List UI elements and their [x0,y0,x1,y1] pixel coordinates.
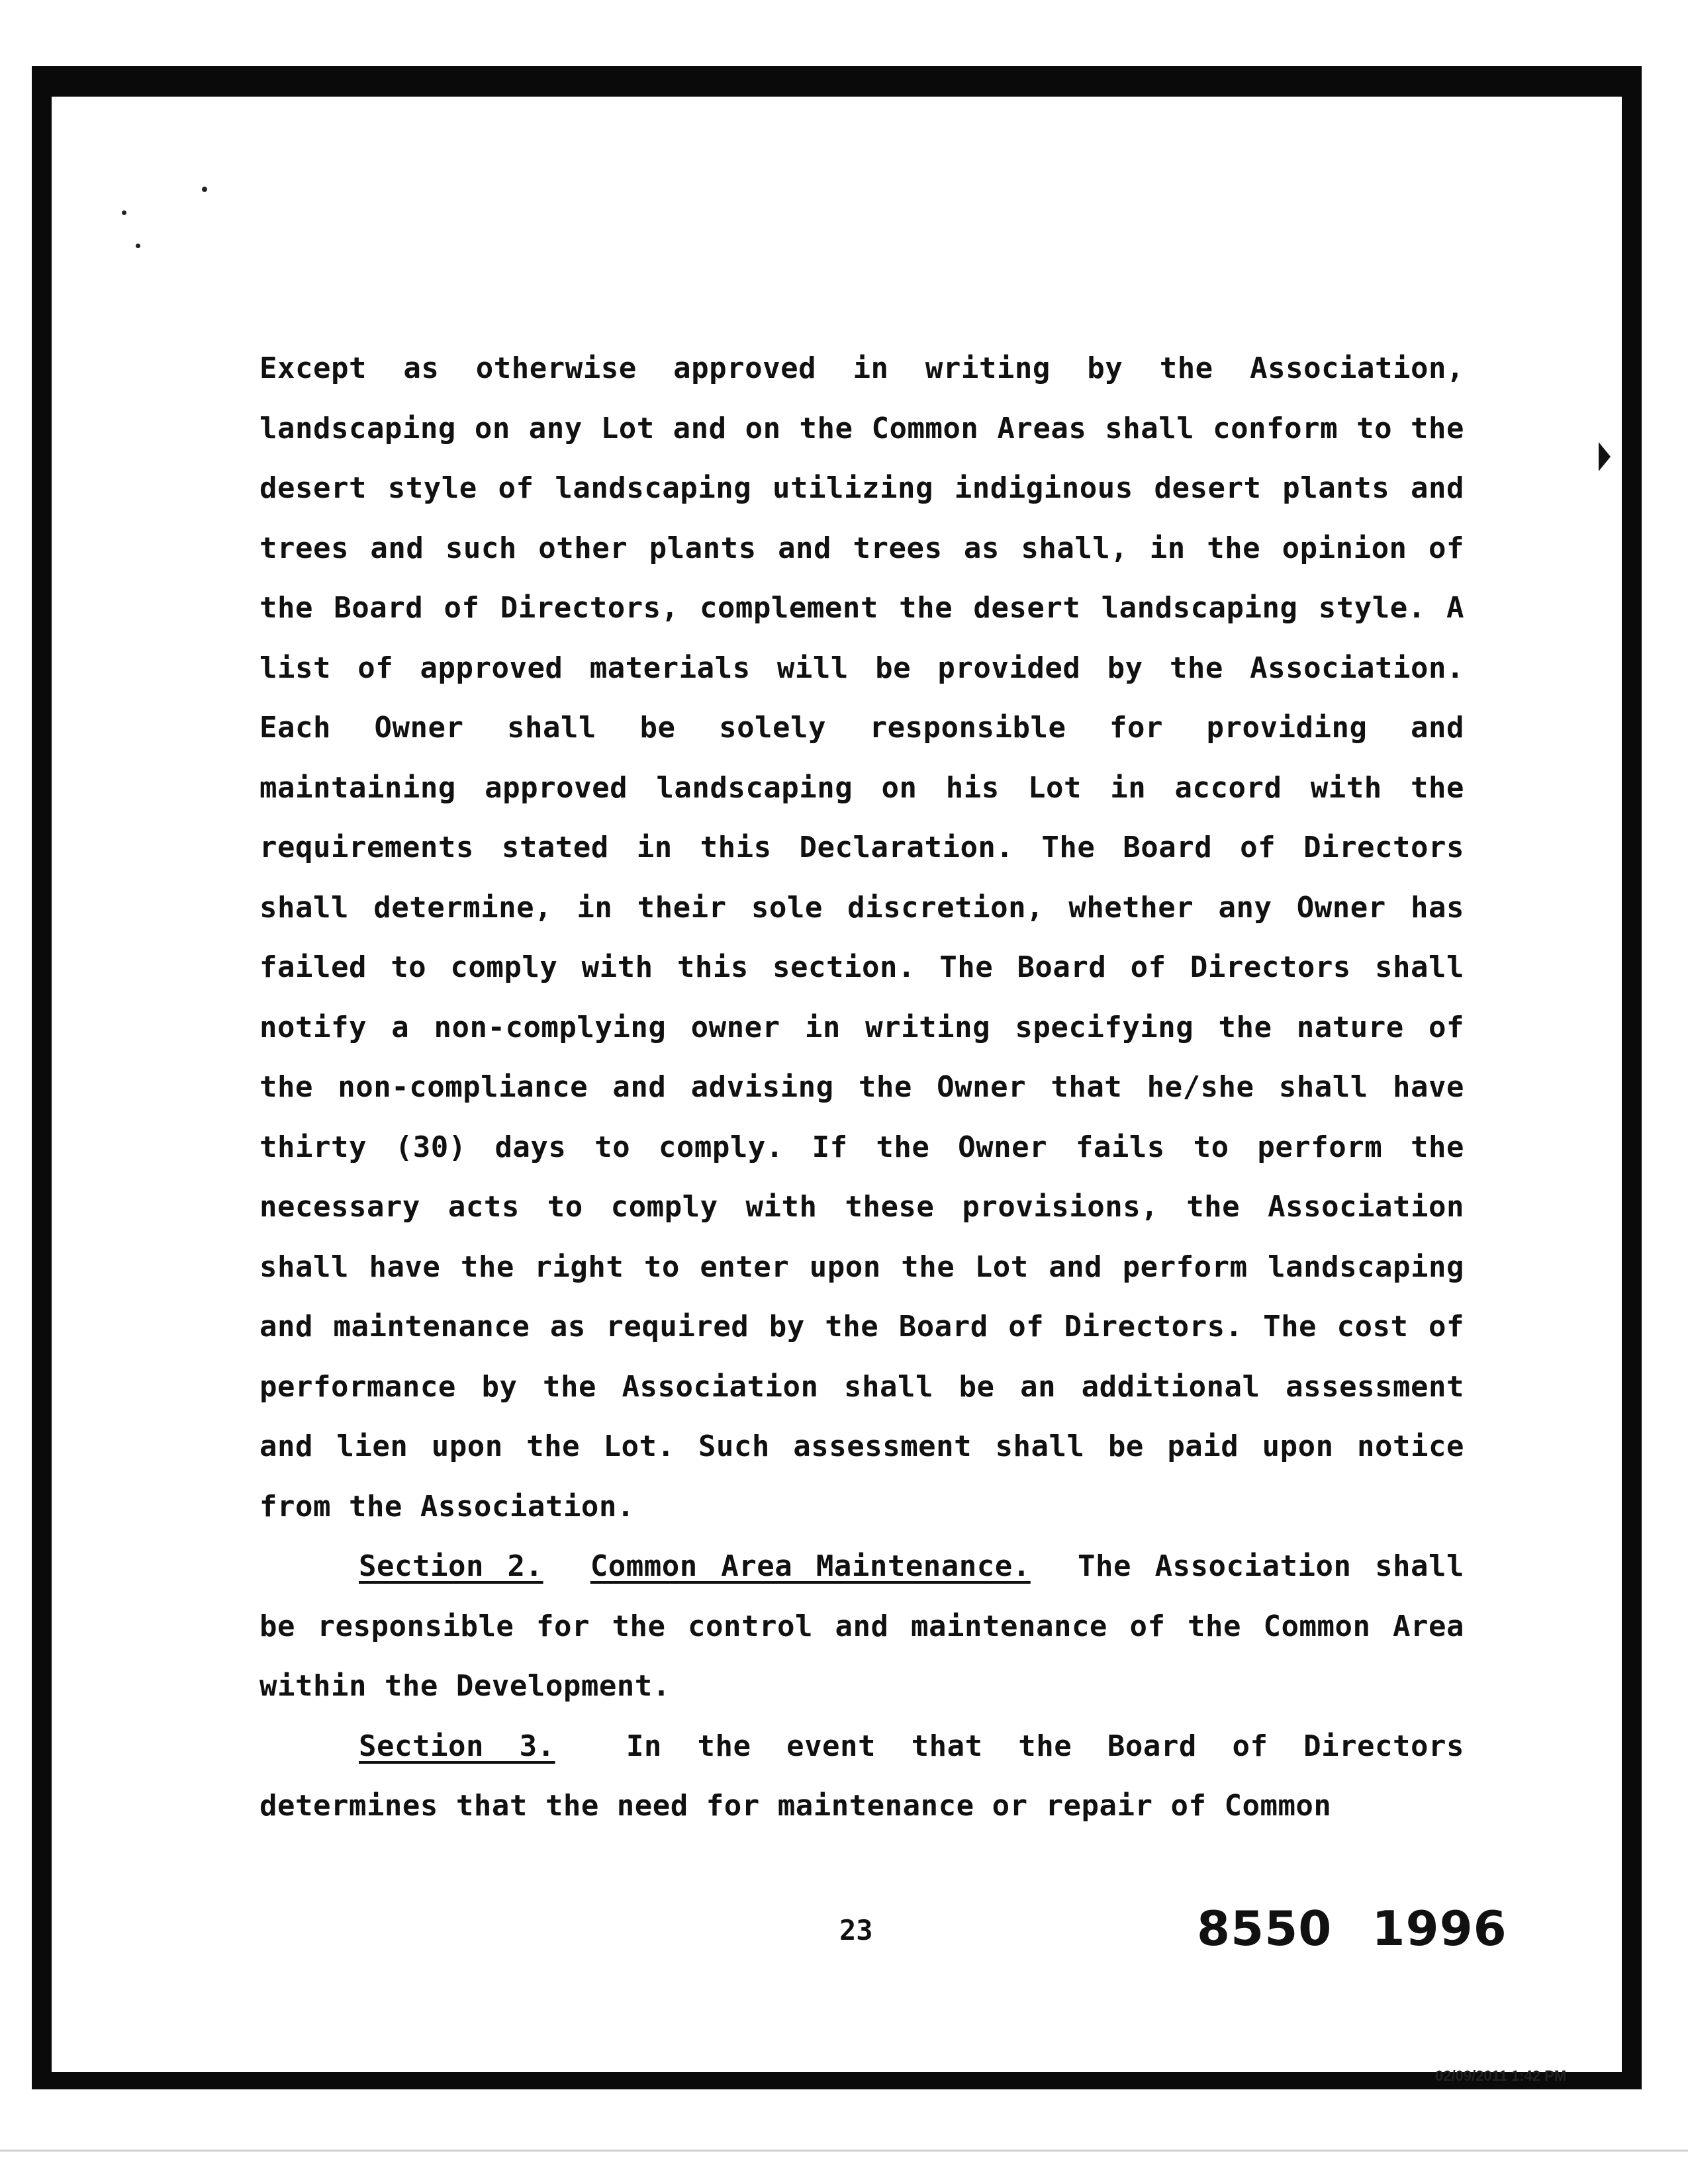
recording-number [1197,1901,1507,1956]
section-3-paragraph [259,1717,1464,1837]
section-2-heading: Common Area Maintenance. [590,1549,1031,1583]
print-timestamp: 02/09/2011 1:42 PM [1435,2068,1567,2084]
section-3-label: Section 3. [359,1729,555,1763]
scan-speck [122,210,126,215]
document-body [259,339,1464,1837]
scan-speck [136,244,140,248]
page-bottom-rule [0,2150,1688,2152]
section-3-text: In the event that the Board of Directors determines that the need for maintenance or repair of Common [259,1729,1465,1823]
scan-speck [202,187,207,192]
section-2-label: Section 2. [359,1549,543,1583]
section-2-text: The Association shall be responsible for the control and maintenance of the Common Area within the Development. [259,1549,1465,1703]
recording-book: 8550 [1197,1901,1333,1956]
scan-edge-mark [1599,442,1611,471]
section-2-paragraph [259,1537,1464,1717]
page-number: 23 [839,1914,873,1946]
landscaping-paragraph: Except as otherwise approved in writing by the Association, landscaping on any Lot and on the Common Areas shall conform to the desert style of landscaping utilizing indiginous desert plants and trees and such other plants and trees as shall, in the opinion of the Board of Directors, complement the desert landscaping style. A list of approved materials will be provided by the Association. Each Owner shall be solely responsible for providing and maintaining approved landscaping on his Lot in accord with the requirements stated in this Declaration. The Board of Directors shall determine, in their sole discretion, whether any Owner has failed to comply with this section. The Board of Directors shall notify a non-complying owner in writing specifying the nature of the non-compliance and advising the Owner that he/she shall have thirty (30) days to comply. If the Owner fails to perform the necessary acts to comply with these provisions, the Association shall have the right to enter upon the Lot and perform landscaping and maintenance as required by the Board of Directors. The cost of performance by the Association shall be an additional assessment and lien upon the Lot. Such assessment shall be paid upon notice from the Association. [259,351,1464,1524]
recording-page: 1996 [1372,1901,1507,1956]
